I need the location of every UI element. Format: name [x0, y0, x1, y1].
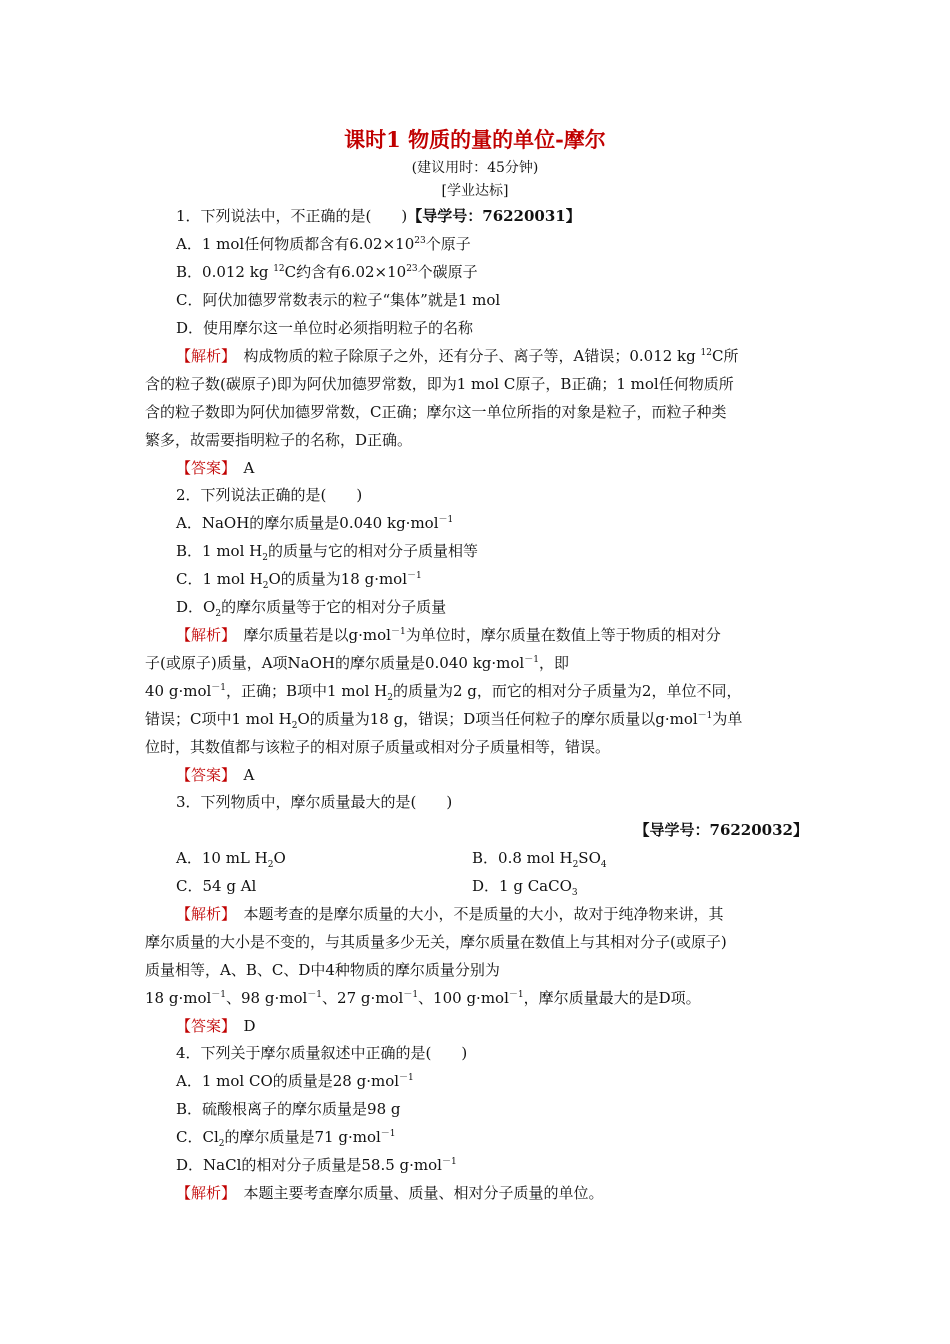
q1-stem: 1．下列说法中，不正确的是( )【导学号：76220031】 [176, 207, 581, 225]
analysis-tag: 【解析】 [176, 905, 229, 923]
time-hint: (建议用时：45分钟) [411, 160, 539, 176]
q1-analysis-line3: 含的粒子数即为阿伏加德罗常数，C正确；摩尔这一单位所指的对象是粒子，而粒子种类 [145, 403, 727, 421]
analysis-tag: 【解析】 [176, 347, 229, 365]
q4-analysis: 【解析】 本题主要考查摩尔质量、质量、相对分子质量的单位。 [176, 1184, 604, 1202]
q2-analysis-line5: 位时，其数值都与该粒子的相对原子质量或相对分子质量相等，错误。 [145, 738, 611, 756]
q3-option-c: C．54 g Al [176, 877, 257, 895]
q2-option-a: A．NaOH的摩尔质量是0.040 kg·mol$^{-1}$ [176, 514, 454, 532]
q3-ref: 【导学号：76220032】 [634, 821, 808, 839]
q2-analysis-line4: 错误；C项中1 mol $H_2O$的质量为18 g，错误；D项当任何粒子的摩尔质量以g·mol$^{-1}$为单 [145, 710, 743, 731]
q1-option-c: C．阿伏加德罗常数表示的粒子“集体”就是1 mol [176, 291, 501, 309]
q2-analysis-line2: 子(或原子)质量，A项NaOH的摩尔质量是0.040 kg·mol$^{-1}$，即 [145, 654, 569, 672]
q1-option-b: B．0.012 kg $^{12}$C约含有$6.02\times 10^{23}$个碳原子 [176, 263, 478, 281]
q1-answer: 【答案】 A [176, 459, 255, 477]
q1-analysis-line4: 繁多，故需要指明粒子的名称，D正确。 [145, 431, 413, 449]
q4-option-a: A．1 mol CO的质量是28 g·mol$^{-1}$ [176, 1072, 414, 1090]
q4-option-c: C．$Cl_2$的摩尔质量是71 g·mol$^{-1}$ [176, 1128, 396, 1149]
page-title: 课时1 物质的量的单位-摩尔 [344, 127, 606, 152]
analysis-tag: 【解析】 [176, 1184, 229, 1202]
q1-option-a: A．1 mol任何物质都含有$6.02\times 10^{23}$个原子 [176, 235, 471, 253]
q3-analysis-line4: 18 g·mol$^{-1}$、98 g·mol$^{-1}$、27 g·mol$^{-1}$、100 g·mol$^{-1}$，摩尔质量最大的是D项。 [145, 989, 701, 1007]
q1-ref: 【导学号：76220031】 [407, 207, 581, 225]
q1-analysis-line2: 含的粒子数(碳原子)即为阿伏加德罗常数，即为1 mol C原子，B正确；1 mol任何物质所 [145, 375, 734, 393]
q3-answer: 【答案】 D [176, 1017, 256, 1035]
q3-analysis-line3: 质量相等，A、B、C、D中4种物质的摩尔质量分别为 [145, 961, 500, 979]
analysis-tag: 【解析】 [176, 626, 229, 644]
q2-option-b: B．1 mol $H_2$的质量与它的相对分子质量相等 [176, 542, 478, 563]
answer-tag: 【答案】 [176, 459, 229, 477]
q3-analysis-line2: 摩尔质量的大小是不变的，与其质量多少无关，摩尔质量在数值上与其相对分子(或原子) [145, 933, 727, 951]
q4-option-b: B．硫酸根离子的摩尔质量是98 g [176, 1100, 401, 1118]
q3-option-b: B．0.8 mol $H_2SO_4$ [472, 849, 607, 870]
q3-option-d: D．1 g CaCO$_3$ [472, 877, 578, 898]
q3-analysis: 【解析】 本题考查的是摩尔质量的大小，不是质量的大小，故对于纯净物来讲，其 [176, 905, 724, 923]
answer-tag: 【答案】 [176, 1017, 229, 1035]
q1-option-d: D．使用摩尔这一单位时必须指明粒子的名称 [176, 319, 474, 337]
section-heading: [学业达标] [441, 183, 509, 199]
q1-analysis: 【解析】 构成物质的粒子除原子之外，还有分子、离子等，A错误；0.012 kg $^{12}$C所 [176, 347, 739, 365]
q3-stem: 3．下列物质中，摩尔质量最大的是( ) [176, 793, 453, 811]
q4-option-d: D．NaCl的相对分子质量是58.5 g·mol$^{-1}$ [176, 1156, 457, 1174]
q2-stem: 2．下列说法正确的是( ) [176, 486, 363, 504]
q2-analysis: 【解析】 摩尔质量若是以g·mol$^{-1}$为单位时，摩尔质量在数值上等于物质的相对分 [176, 626, 721, 644]
q2-option-c: C．1 mol $H_2O$的质量为18 g·mol$^{-1}$ [176, 570, 422, 591]
q4-stem: 4．下列关于摩尔质量叙述中正确的是( ) [176, 1044, 468, 1062]
q2-option-d: D．$O_2$的摩尔质量等于它的相对分子质量 [176, 598, 447, 619]
q2-answer: 【答案】 A [176, 766, 255, 784]
q3-option-a: A．10 mL $H_2O$ [176, 849, 286, 870]
q2-analysis-line3: 40 g·mol$^{-1}$，正确；B项中1 mol $H_2$的质量为2 g，而它的相对分子质量为2，单位不同， [145, 682, 742, 703]
answer-tag: 【答案】 [176, 766, 229, 784]
